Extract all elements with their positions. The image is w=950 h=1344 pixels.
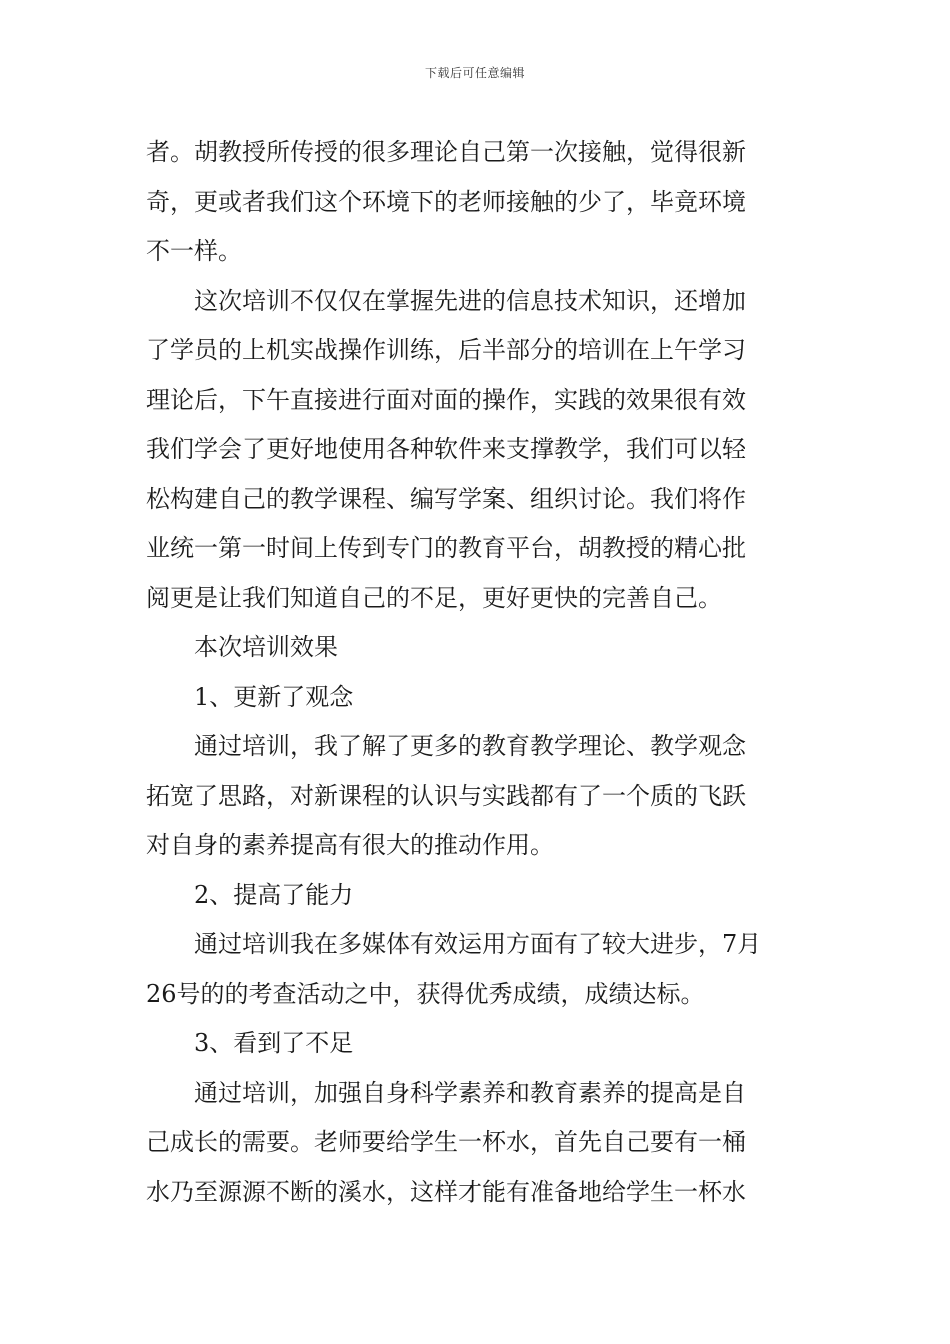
- text-line: 这次培训不仅仅在掌握先进的信息技术知识，还增加: [194, 286, 746, 315]
- text-line: 阅更是让我们知道自己的不足，更好更快的完善自己。: [146, 583, 722, 612]
- text-line: 理论后，下午直接进行面对面的操作，实践的效果很有效: [146, 385, 746, 414]
- text-line: 奇，更或者我们这个环境下的老师接触的少了，毕竟环境: [146, 187, 746, 216]
- text-line: 26号的的考查活动之中，获得优秀成绩，成绩达标。: [146, 979, 705, 1008]
- text-line: 本次培训效果: [194, 633, 338, 661]
- text-line: 者。胡教授所传授的很多理论自己第一次接触，觉得很新: [146, 138, 746, 166]
- text-line: 1、更新了观念: [194, 682, 354, 711]
- text-line: 业统一第一时间上传到专门的教育平台，胡教授的精心批: [146, 534, 746, 562]
- text-line: 2、提高了能力: [194, 880, 354, 909]
- text-line: 水乃至源源不断的溪水，这样才能有准备地给学生一杯水: [146, 1177, 746, 1206]
- page-header: 下载后可任意编辑: [424, 66, 525, 80]
- text-line: 己成长的需要。老师要给学生一杯水，首先自己要有一桶: [146, 1128, 746, 1156]
- text-line: 3、看到了不足: [194, 1029, 354, 1057]
- text-line: 通过培训我在多媒体有效运用方面有了较大进步，7月: [194, 930, 762, 958]
- text-line: 拓宽了思路，对新课程的认识与实践都有了一个质的飞跃: [146, 781, 746, 810]
- text-line: 我们学会了更好地使用各种软件来支撑教学，我们可以轻: [146, 435, 746, 463]
- text-line: 对自身的素养提高有很大的推动作用。: [146, 831, 554, 859]
- text-line: 松构建自己的教学课程、编写学案、组织讨论。我们将作: [146, 484, 746, 513]
- text-line: 不一样。: [146, 237, 242, 265]
- text-line: 了学员的上机实战操作训练，后半部分的培训在上午学习: [146, 336, 746, 364]
- document-body: [146, 128, 808, 1217]
- text-line: 通过培训，加强自身科学素养和教育素养的提高是自: [194, 1078, 746, 1107]
- text-line: 通过培训，我了解了更多的教育教学理论、教学观念: [194, 732, 746, 760]
